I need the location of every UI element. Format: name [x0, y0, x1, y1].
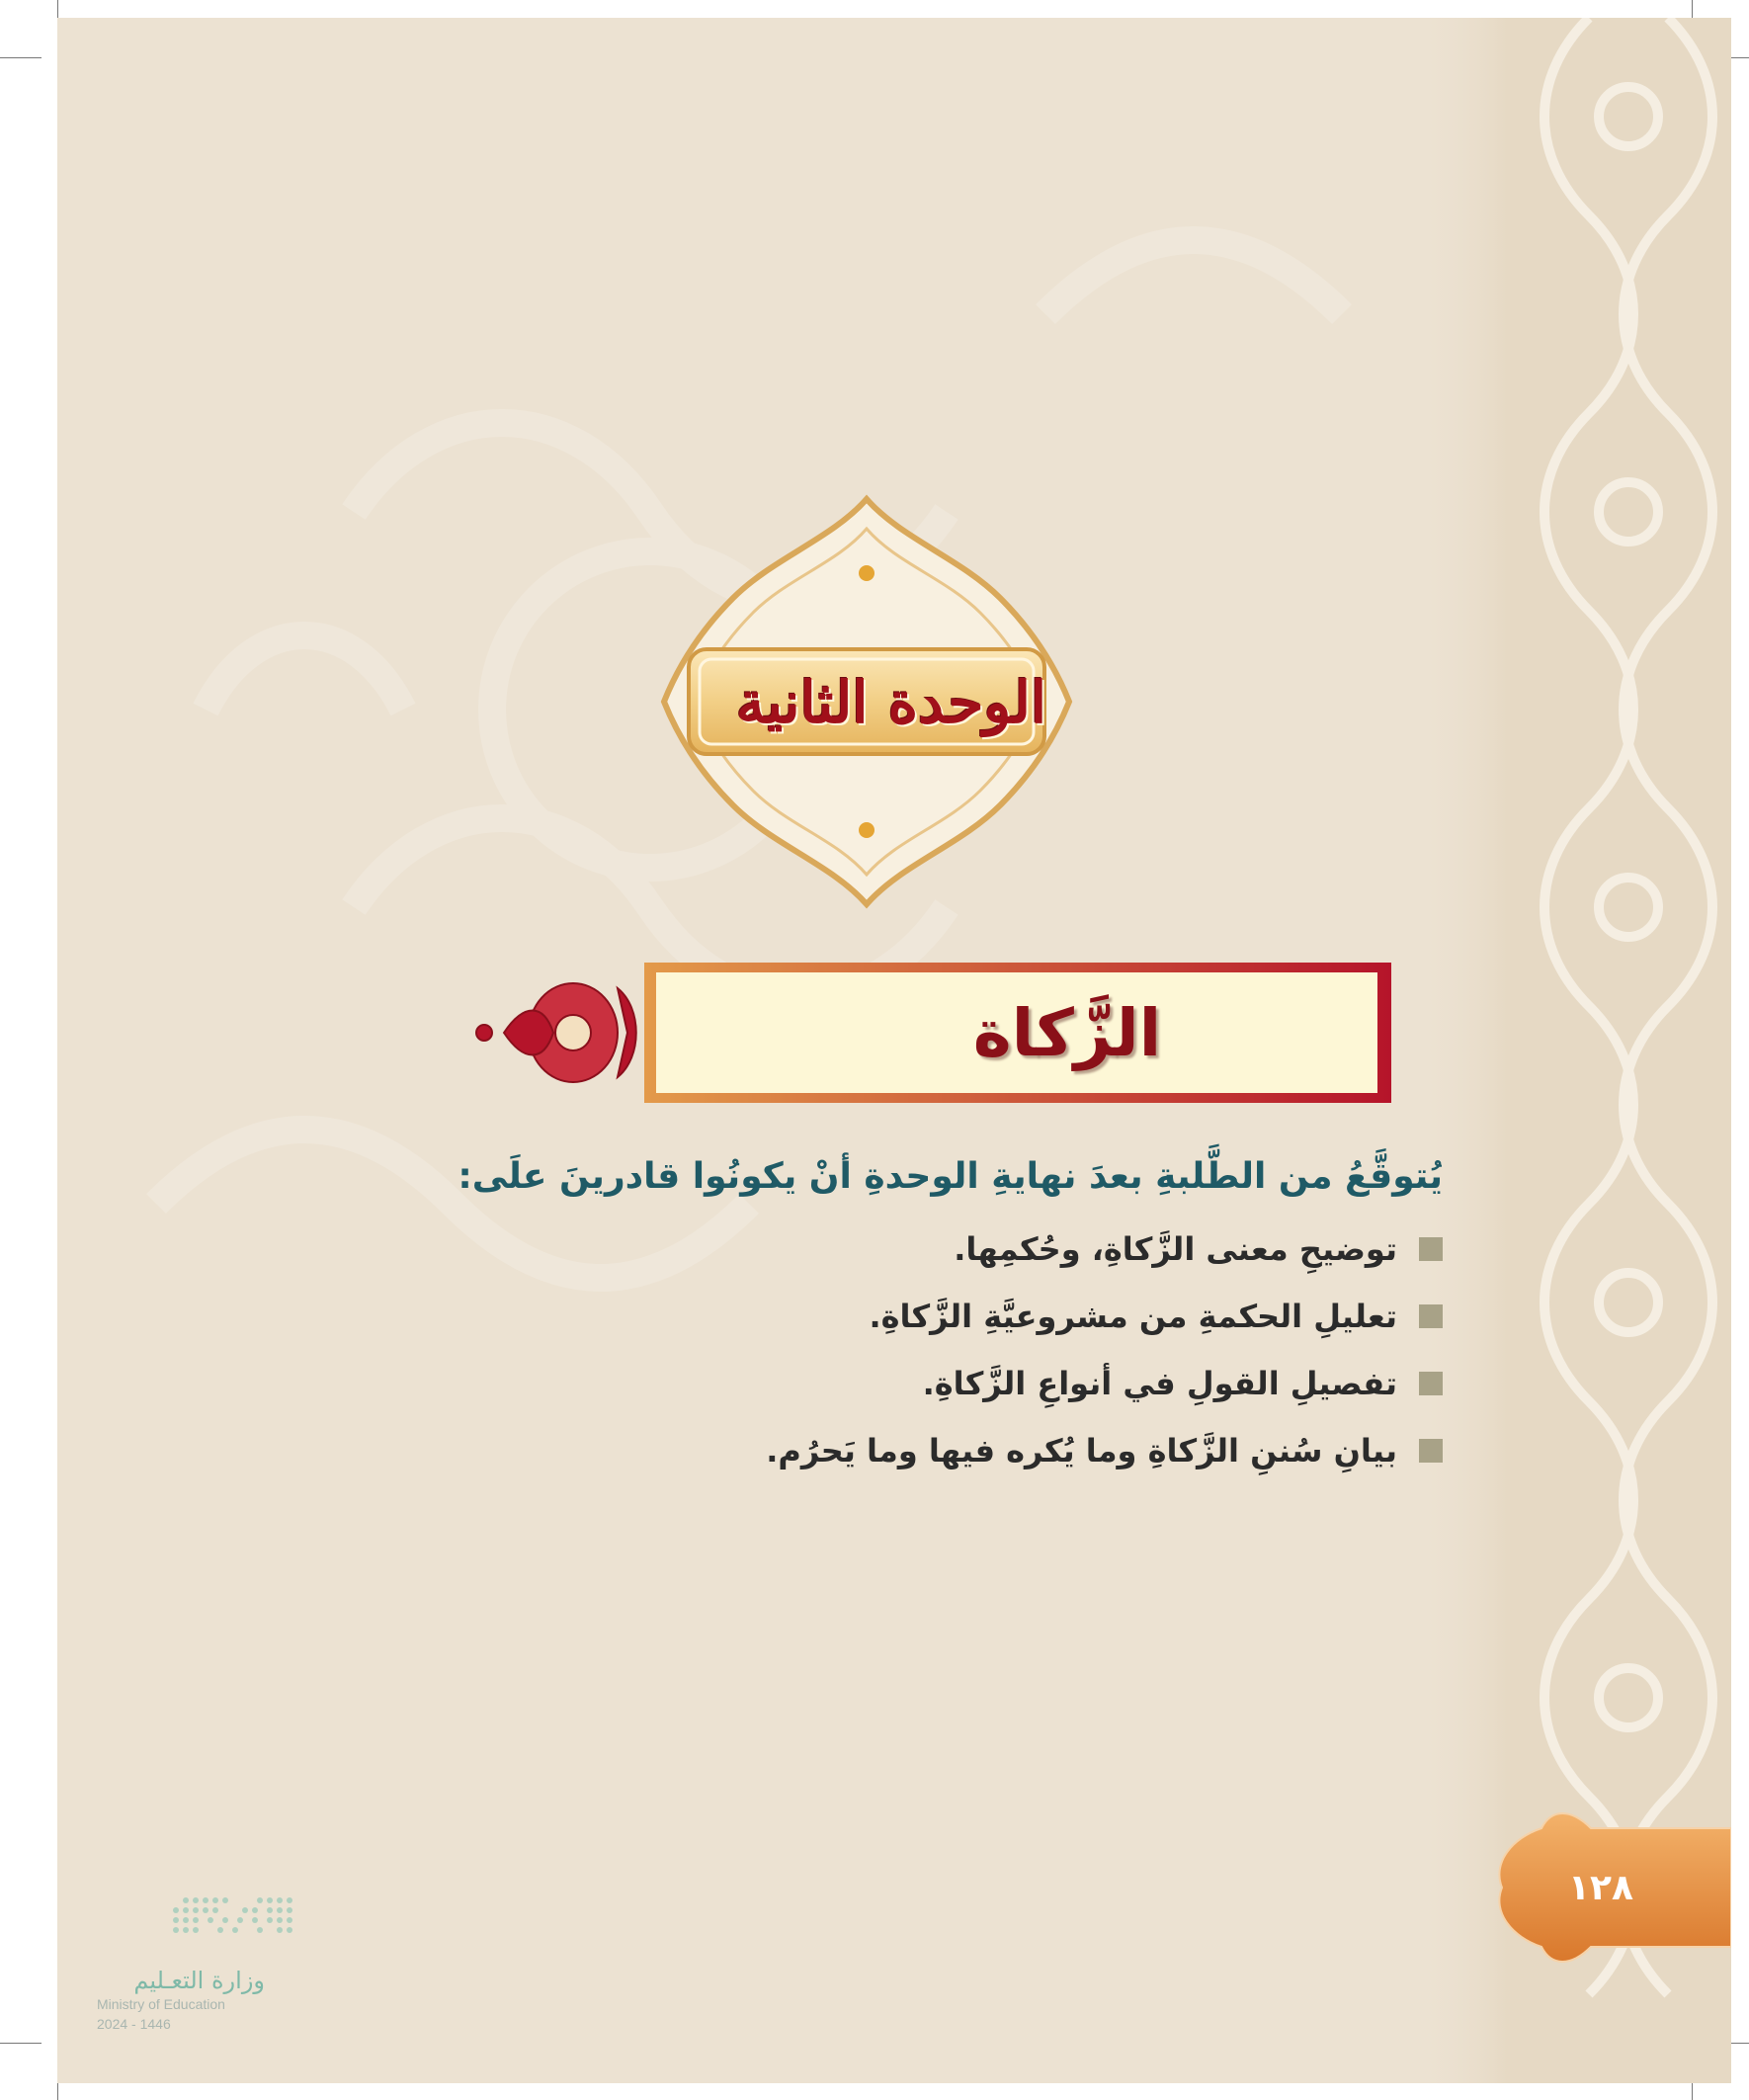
objective-text: توضيحِ معنى الزَّكاةِ، وحُكمِها. [954, 1230, 1397, 1268]
square-bullet-icon [1419, 1304, 1443, 1328]
objective-text: تعليلِ الحكمةِ من مشروعيَّةِ الزَّكاةِ. [869, 1298, 1397, 1335]
list-item [692, 1365, 1443, 1402]
unit-title: الوحدة الثانية [735, 669, 1047, 736]
list-item [692, 1298, 1443, 1335]
learning-objectives [458, 1156, 1443, 1499]
ministry-name-english: Ministry of Education [97, 1996, 225, 2012]
list-item [692, 1432, 1443, 1470]
square-bullet-icon [1419, 1439, 1443, 1463]
ministry-name-arabic: وزارة التعـليم [133, 1967, 265, 1994]
square-bullet-icon [1419, 1237, 1443, 1261]
objective-text: بيانِ سُننِ الزَّكاةِ وما يُكره فيها وما يَحرُم. [766, 1432, 1397, 1470]
crop-mark [0, 57, 42, 58]
objectives-intro: يُتوقَّعُ من الطَّلبةِ بعدَ نهايةِ الوحدةِ أنْ يكونُوا قادرينَ علَى: [458, 1156, 1443, 1197]
crop-mark [0, 2043, 42, 2044]
lesson-title: الزَّكاة [972, 994, 1162, 1071]
ministry-year: 2024 - 1446 [97, 2016, 171, 2032]
ornamental-border-strip [1411, 18, 1731, 2083]
objective-text: تفصيلِ القولِ في أنواعِ الزَّكاةِ. [922, 1365, 1397, 1402]
square-bullet-icon [1419, 1372, 1443, 1395]
page-number: ١٢٨ [1568, 1867, 1633, 1908]
list-item [692, 1230, 1443, 1268]
objectives-list [692, 1230, 1443, 1470]
